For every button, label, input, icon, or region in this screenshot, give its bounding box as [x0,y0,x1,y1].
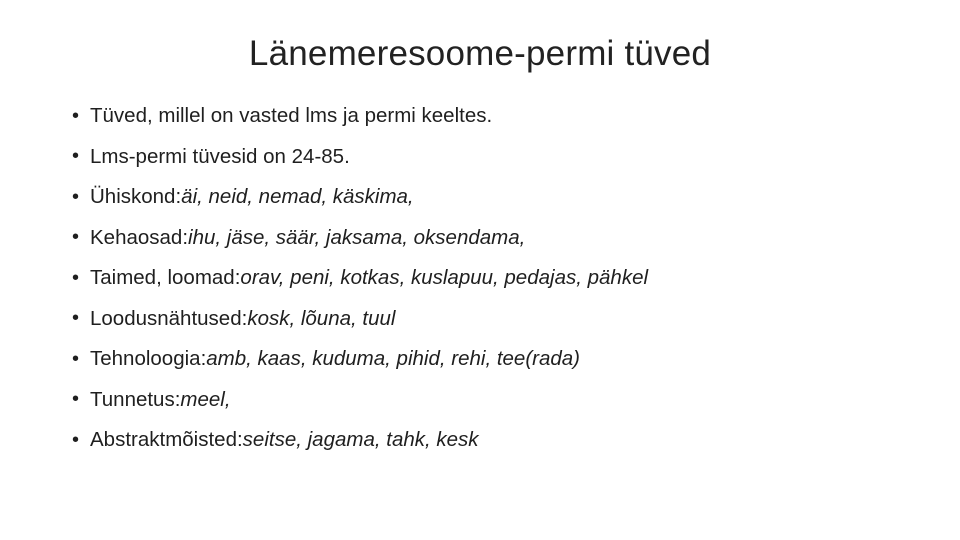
bullet-dot: • [72,226,80,249]
bullet-label: Tüved, millel on vasted lms ja permi keeltes. [90,104,493,128]
bullet-examples: amb, kaas, kuduma, pihid, rehi, tee(rada) [206,347,581,371]
bullet-item [72,339,932,380]
bullet-label: Loodusnähtused: [90,306,248,330]
bullet-examples: äi, neid, nemad, käskima, [181,185,414,209]
slide-title: Länemeresoome-permi tüved [248,34,712,73]
bullet-dot: • [72,145,80,168]
bullet-list [72,96,932,461]
bullet-label: Tunnetus: [90,387,181,411]
bullet-examples: seitse, jagama, tahk, kesk [242,428,479,452]
bullet-item [72,177,932,218]
bullet-item [72,420,932,461]
bullet-label: Ühiskond: [90,185,182,209]
bullet-label: Kehaosad: [90,225,189,249]
bullet-item [72,258,932,299]
bullet-item [72,96,932,137]
bullet-dot: • [72,388,80,411]
bullet-label: Abstraktmõisted: [90,428,243,452]
bullet-examples: ihu, jäse, säär, jaksama, oksendama, [188,225,526,249]
bullet-dot: • [72,185,80,208]
bullet-item [72,380,932,421]
bullet-dot: • [72,104,80,127]
bullet-dot: • [72,428,80,451]
bullet-dot: • [72,347,80,370]
bullet-item [72,299,932,340]
bullet-label: Tehnoloogia: [90,347,207,371]
bullet-item [72,218,932,259]
bullet-item [72,137,932,178]
bullet-dot: • [72,307,80,330]
bullet-examples: orav, peni, kotkas, kuslapuu, pedajas, pähkel [240,266,649,290]
bullet-dot: • [72,266,80,289]
bullet-label: Lms-permi tüvesid on 24-85. [90,144,350,168]
bullet-examples: kosk, lõuna, tuul [247,306,396,330]
bullet-examples: meel, [180,387,231,411]
bullet-label: Taimed, loomad: [90,266,241,290]
